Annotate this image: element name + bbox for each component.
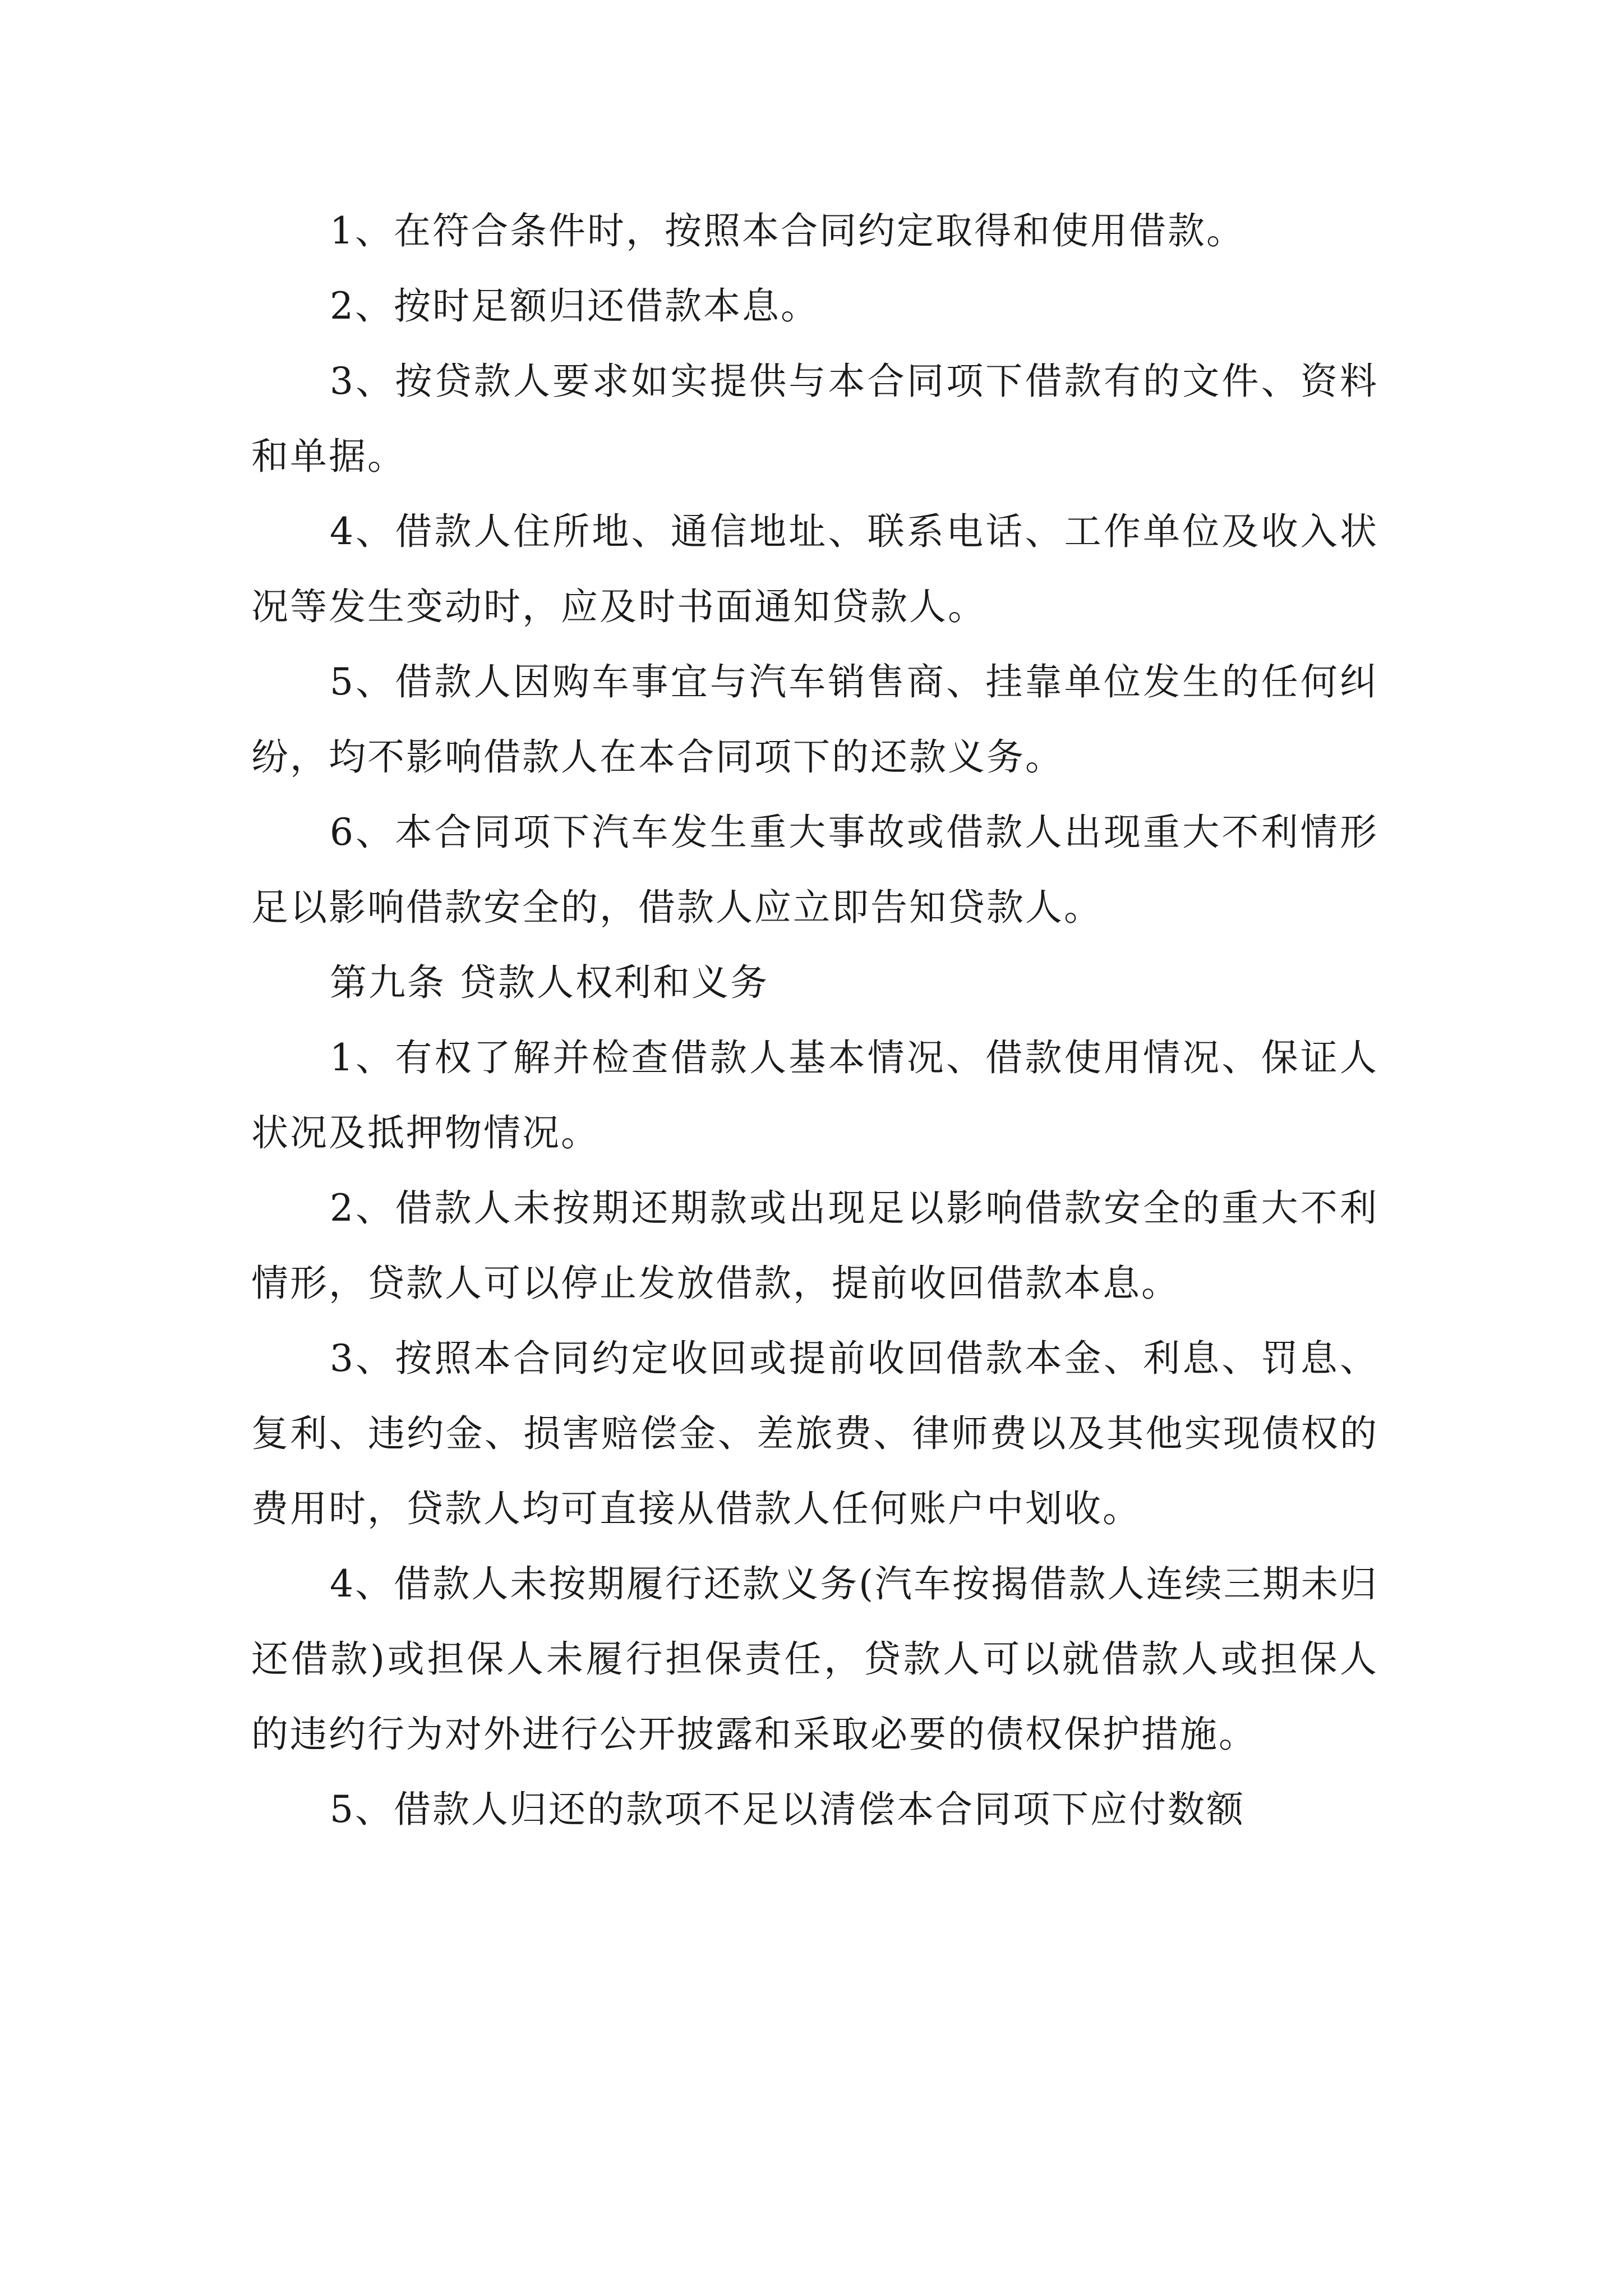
paragraph-lender-2: 2、借款人未按期还期款或出现足以影响借款安全的重大不利情形，贷款人可以停止发放借款，提前收回借款本息。 bbox=[251, 1186, 1378, 1305]
paragraph-borrower-3: 3、按贷款人要求如实提供与本合同项下借款有的文件、资料和单据。 bbox=[251, 360, 1378, 478]
section-heading-article-9: 第九条 贷款人权利和义务 bbox=[330, 961, 769, 1004]
paragraph-lender-1: 1、有权了解并检查借款人基本情况、借款使用情况、保证人状况及抵押物情况。 bbox=[251, 1036, 1378, 1154]
paragraph-borrower-6: 6、本合同项下汽车发生重大事故或借款人出现重大不利情形足以影响借款安全的，借款人应立即告知贷款人。 bbox=[251, 811, 1378, 929]
paragraph-lender-3: 3、按照本合同约定收回或提前收回借款本金、利息、罚息、复利、违约金、损害赔偿金、差旅费、律师费以及其他实现债权的费用时，贷款人均可直接从借款人任何账户中划收。 bbox=[251, 1337, 1378, 1530]
paragraph-lender-4: 4、借款人未按期履行还款义务(汽车按揭借款人连续三期未归还借款)或担保人未履行担保责任，贷款人可以就借款人或担保人的违约行为对外进行公开披露和采取必要的债权保护措施。 bbox=[251, 1562, 1378, 1756]
document-body bbox=[251, 194, 1378, 1847]
paragraph-borrower-2: 2、按时足额归还借款本息。 bbox=[330, 284, 819, 328]
paragraph-lender-5: 5、借款人归还的款项不足以清偿本合同项下应付数额 bbox=[330, 1788, 1245, 1831]
paragraph-borrower-5: 5、借款人因购车事宜与汽车销售商、挂靠单位发生的任何纠纷，均不影响借款人在本合同项下的还款义务。 bbox=[251, 660, 1378, 779]
paragraph-borrower-4: 4、借款人住所地、通信地址、联系电话、工作单位及收入状况等发生变动时，应及时书面通知贷款人。 bbox=[251, 510, 1378, 628]
paragraph-borrower-1: 1、在符合条件时，按照本合同约定取得和使用借款。 bbox=[330, 209, 1245, 252]
